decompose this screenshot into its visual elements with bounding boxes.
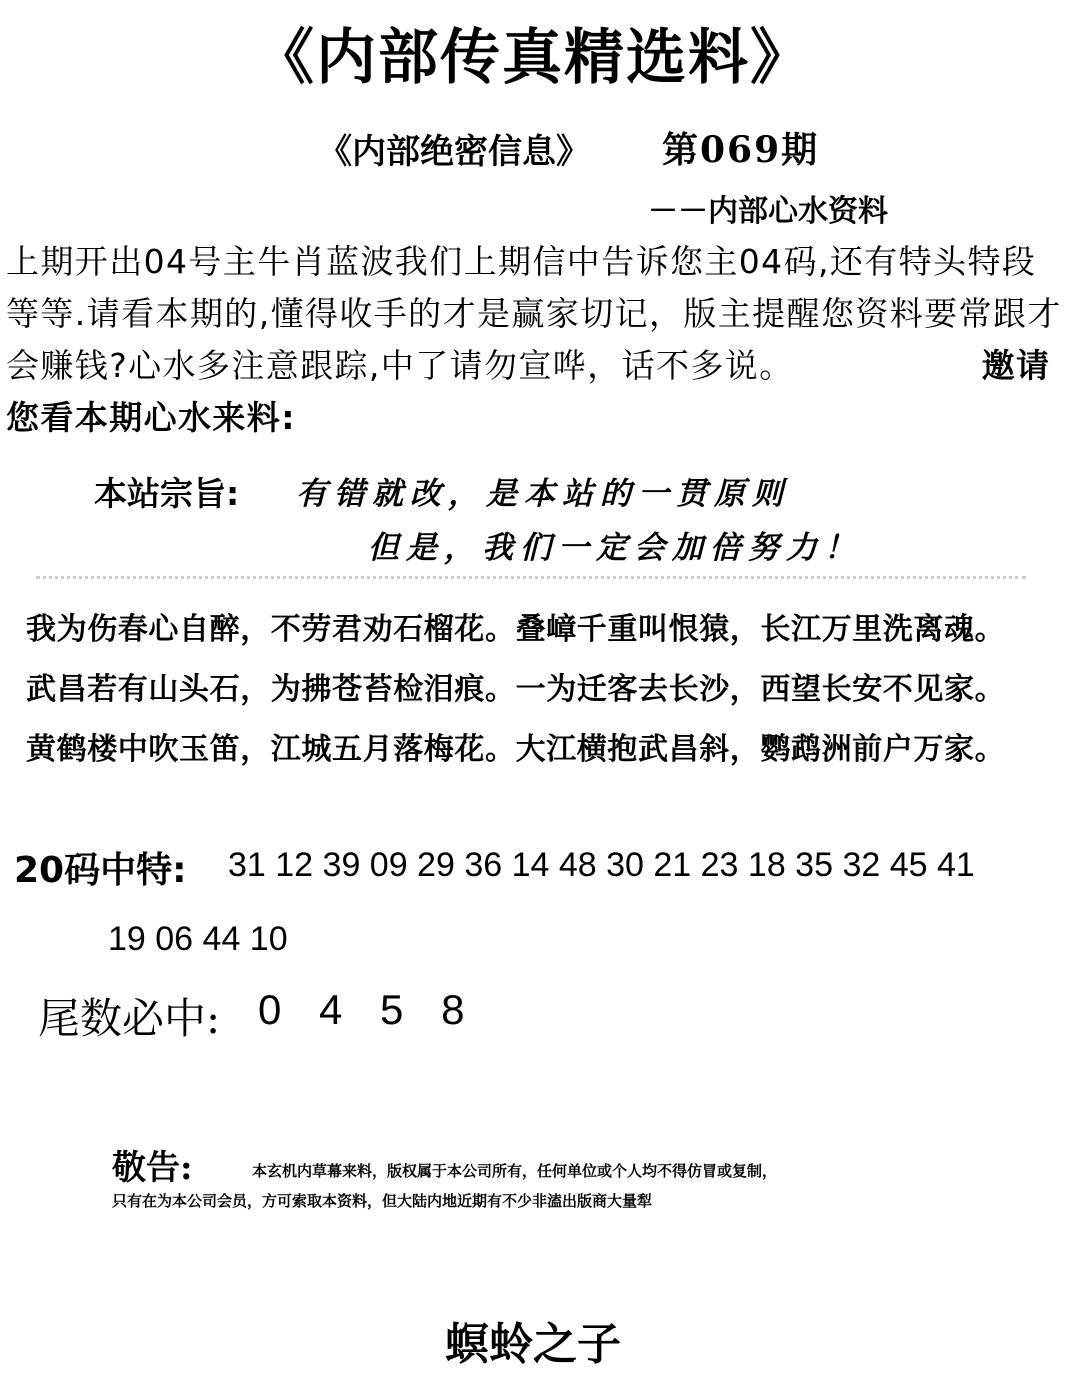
poem-line-3: 黄鹤楼中吹玉笛，江城五月落梅花。大江横抱武昌斜，鹦鹉洲前户万家。	[26, 732, 1006, 767]
intro-paragraph	[6, 236, 1064, 444]
signature: 螟蛉之子	[445, 1319, 621, 1370]
issue-number: 第069期	[662, 129, 820, 171]
picks-label: 20码中特:	[14, 850, 187, 891]
notice-line-2: 只有在为本公司会员，方可索取本资料，但大陆内地近期有不少非溘出版商大量犁	[112, 1192, 653, 1210]
notice-label: 敬告:	[112, 1148, 193, 1188]
motto-label: 本站宗旨:	[94, 474, 240, 513]
page-title: 《内部传真精选料》	[254, 23, 812, 93]
picks-numbers-line-2: 19 06 44 10	[108, 920, 288, 958]
tail-label: 尾数必中:	[38, 994, 221, 1043]
motto-line-2: 但是，我们一定会加倍努力！	[368, 530, 862, 566]
poem-line-2: 武昌若有山头石，为拂苍苔检泪痕。一为迁客去长沙，西望长安不见家。	[26, 672, 1006, 707]
motto-line-1: 有错就改，是本站的一贯原则	[296, 476, 790, 512]
invite-text: 邀请您看本期心水来料:	[6, 346, 1051, 437]
byline: －－内部心水资料	[648, 194, 888, 229]
tail-digits: 0 4 5 8	[258, 986, 465, 1033]
divider	[36, 576, 1026, 579]
poem-line-1: 我为伤春心自醉，不劳君劝石榴花。叠嶂千重叫恨猿，长江万里洗离魂。	[26, 612, 1006, 647]
notice-line-1: 本玄机内草幕来料，版权属于本公司所有，任何单位或个人均不得仿冒或复制，	[252, 1162, 778, 1180]
subtitle: 《内部绝密信息》	[318, 132, 590, 172]
picks-numbers-line-1: 31 12 39 09 29 36 14 48 30 21 23 18 35 32 45 41	[228, 846, 975, 884]
intro-text: 上期开出04号主牛肖蓝波我们上期信中告诉您主04码,还有特头特段等等.请看本期的,懂得收手的才是赢家切记，版主提醒您资料要常跟才会赚钱?心水多注意跟踪,中了请勿宣哗，话不多说。	[6, 242, 1062, 385]
